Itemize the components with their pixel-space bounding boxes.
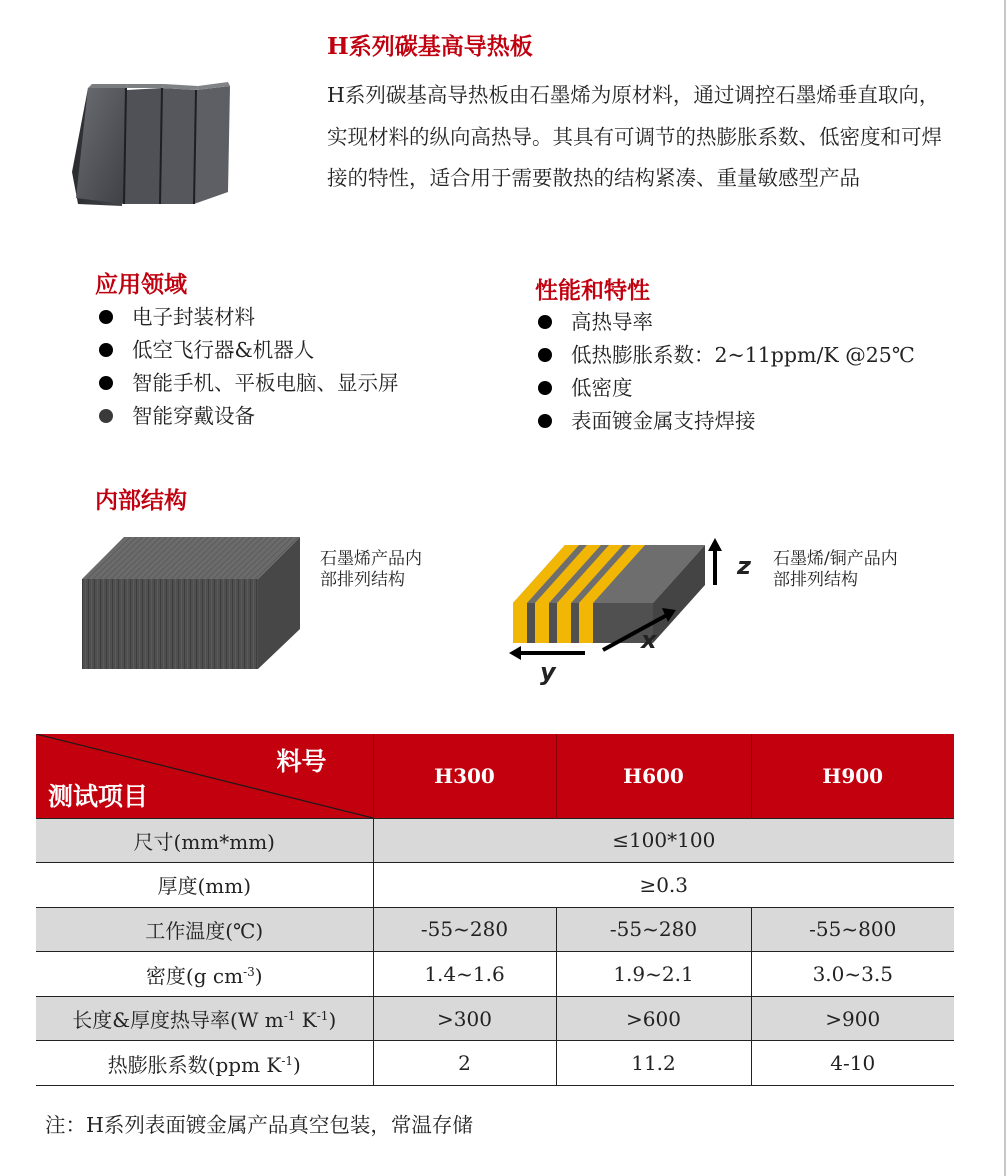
column-header: H600 — [556, 734, 751, 818]
structure-title: 内部结构 — [95, 488, 187, 514]
table-cell: -55~280 — [556, 907, 751, 952]
spec-table — [36, 734, 954, 1086]
list-item: 低空飞行器&机器人 — [96, 334, 399, 367]
bullet-icon — [99, 376, 113, 390]
bullet-icon — [538, 414, 552, 428]
applications-list — [96, 301, 399, 433]
table-cell: >300 — [373, 996, 556, 1041]
list-item: 智能手机、平板电脑、显示屏 — [96, 367, 399, 400]
table-cell: 3.0~3.5 — [751, 952, 954, 997]
z-axis-label: z — [737, 552, 751, 580]
list-item: 低密度 — [535, 372, 915, 405]
bullet-icon — [99, 343, 113, 357]
y-axis-label: y — [540, 658, 556, 686]
table-cell: >600 — [556, 996, 751, 1041]
features-title: 性能和特性 — [535, 278, 650, 304]
footnote: 注：H系列表面镀金属产品真空包装，常温存储 — [45, 1113, 473, 1137]
table-row — [36, 1041, 954, 1086]
table-cell: -55~800 — [751, 907, 954, 952]
bullet-icon — [538, 315, 552, 329]
table-cell: 11.2 — [556, 1041, 751, 1086]
table-cell: -55~280 — [373, 907, 556, 952]
table-cell: 1.4~1.6 — [373, 952, 556, 997]
table-row — [36, 863, 954, 908]
product-photo — [68, 80, 246, 210]
table-row — [36, 952, 954, 997]
row-label: 密度(g $cm^{-3}$) — [36, 952, 373, 997]
table-corner-cell — [36, 734, 373, 818]
row-label: 厚度(mm) — [36, 863, 373, 908]
row-label: 尺寸(mm*mm) — [36, 818, 373, 863]
list-item: 高热导率 — [535, 306, 915, 339]
product-description: H系列碳基高导热板由石墨烯为原材料，通过调控石墨烯垂直取向，实现材料的纵向高热导。其具有可调节的热膨胀系数、低密度和可焊接的特性，适合用于需要散热的结构紧凑、重量敏感型产品 — [327, 83, 942, 190]
bullet-icon — [99, 310, 113, 324]
bullet-icon — [538, 348, 552, 362]
list-item: 电子封装材料 — [96, 301, 399, 334]
x-axis-label: x — [641, 626, 657, 654]
graphene-caption: 石墨烯产品内 部排列结构 — [320, 549, 422, 590]
column-header: H900 — [751, 734, 954, 818]
features-list — [535, 306, 915, 438]
graphene-structure-diagram — [82, 537, 302, 671]
table-cell: 4-10 — [751, 1041, 954, 1086]
table-cell: ≤100*100 — [373, 818, 954, 863]
bullet-icon — [99, 409, 113, 423]
column-header: H300 — [373, 734, 556, 818]
applications-title: 应用领域 — [95, 272, 187, 298]
row-label: 工作温度(℃) — [36, 907, 373, 952]
graphene-copper-caption: 石墨烯/铜产品内 部排列结构 — [773, 549, 898, 590]
table-row — [36, 907, 954, 952]
bullet-icon — [538, 381, 552, 395]
table-cell: >900 — [751, 996, 954, 1041]
header-test-item: 测试项目 — [48, 781, 149, 811]
table-cell: 1.9~2.1 — [556, 952, 751, 997]
table-cell: 2 — [373, 1041, 556, 1086]
table-cell: ≥0.3 — [373, 863, 954, 908]
product-title: H系列碳基高导热板 — [327, 33, 533, 60]
header-material: 料号 — [276, 747, 327, 776]
list-item: 智能穿戴设备 — [96, 400, 399, 433]
row-label: 长度&厚度热导率(W $m^{-1}$ $K^{-1}$) — [36, 996, 373, 1041]
list-item: 低热膨胀系数：2~11ppm/K @25℃ — [535, 339, 915, 372]
row-label: 热膨胀系数(ppm $K^{-1}$) — [36, 1041, 373, 1086]
table-header-row — [36, 734, 954, 818]
table-row — [36, 818, 954, 863]
list-item: 表面镀金属支持焊接 — [535, 405, 915, 438]
table-row — [36, 996, 954, 1041]
